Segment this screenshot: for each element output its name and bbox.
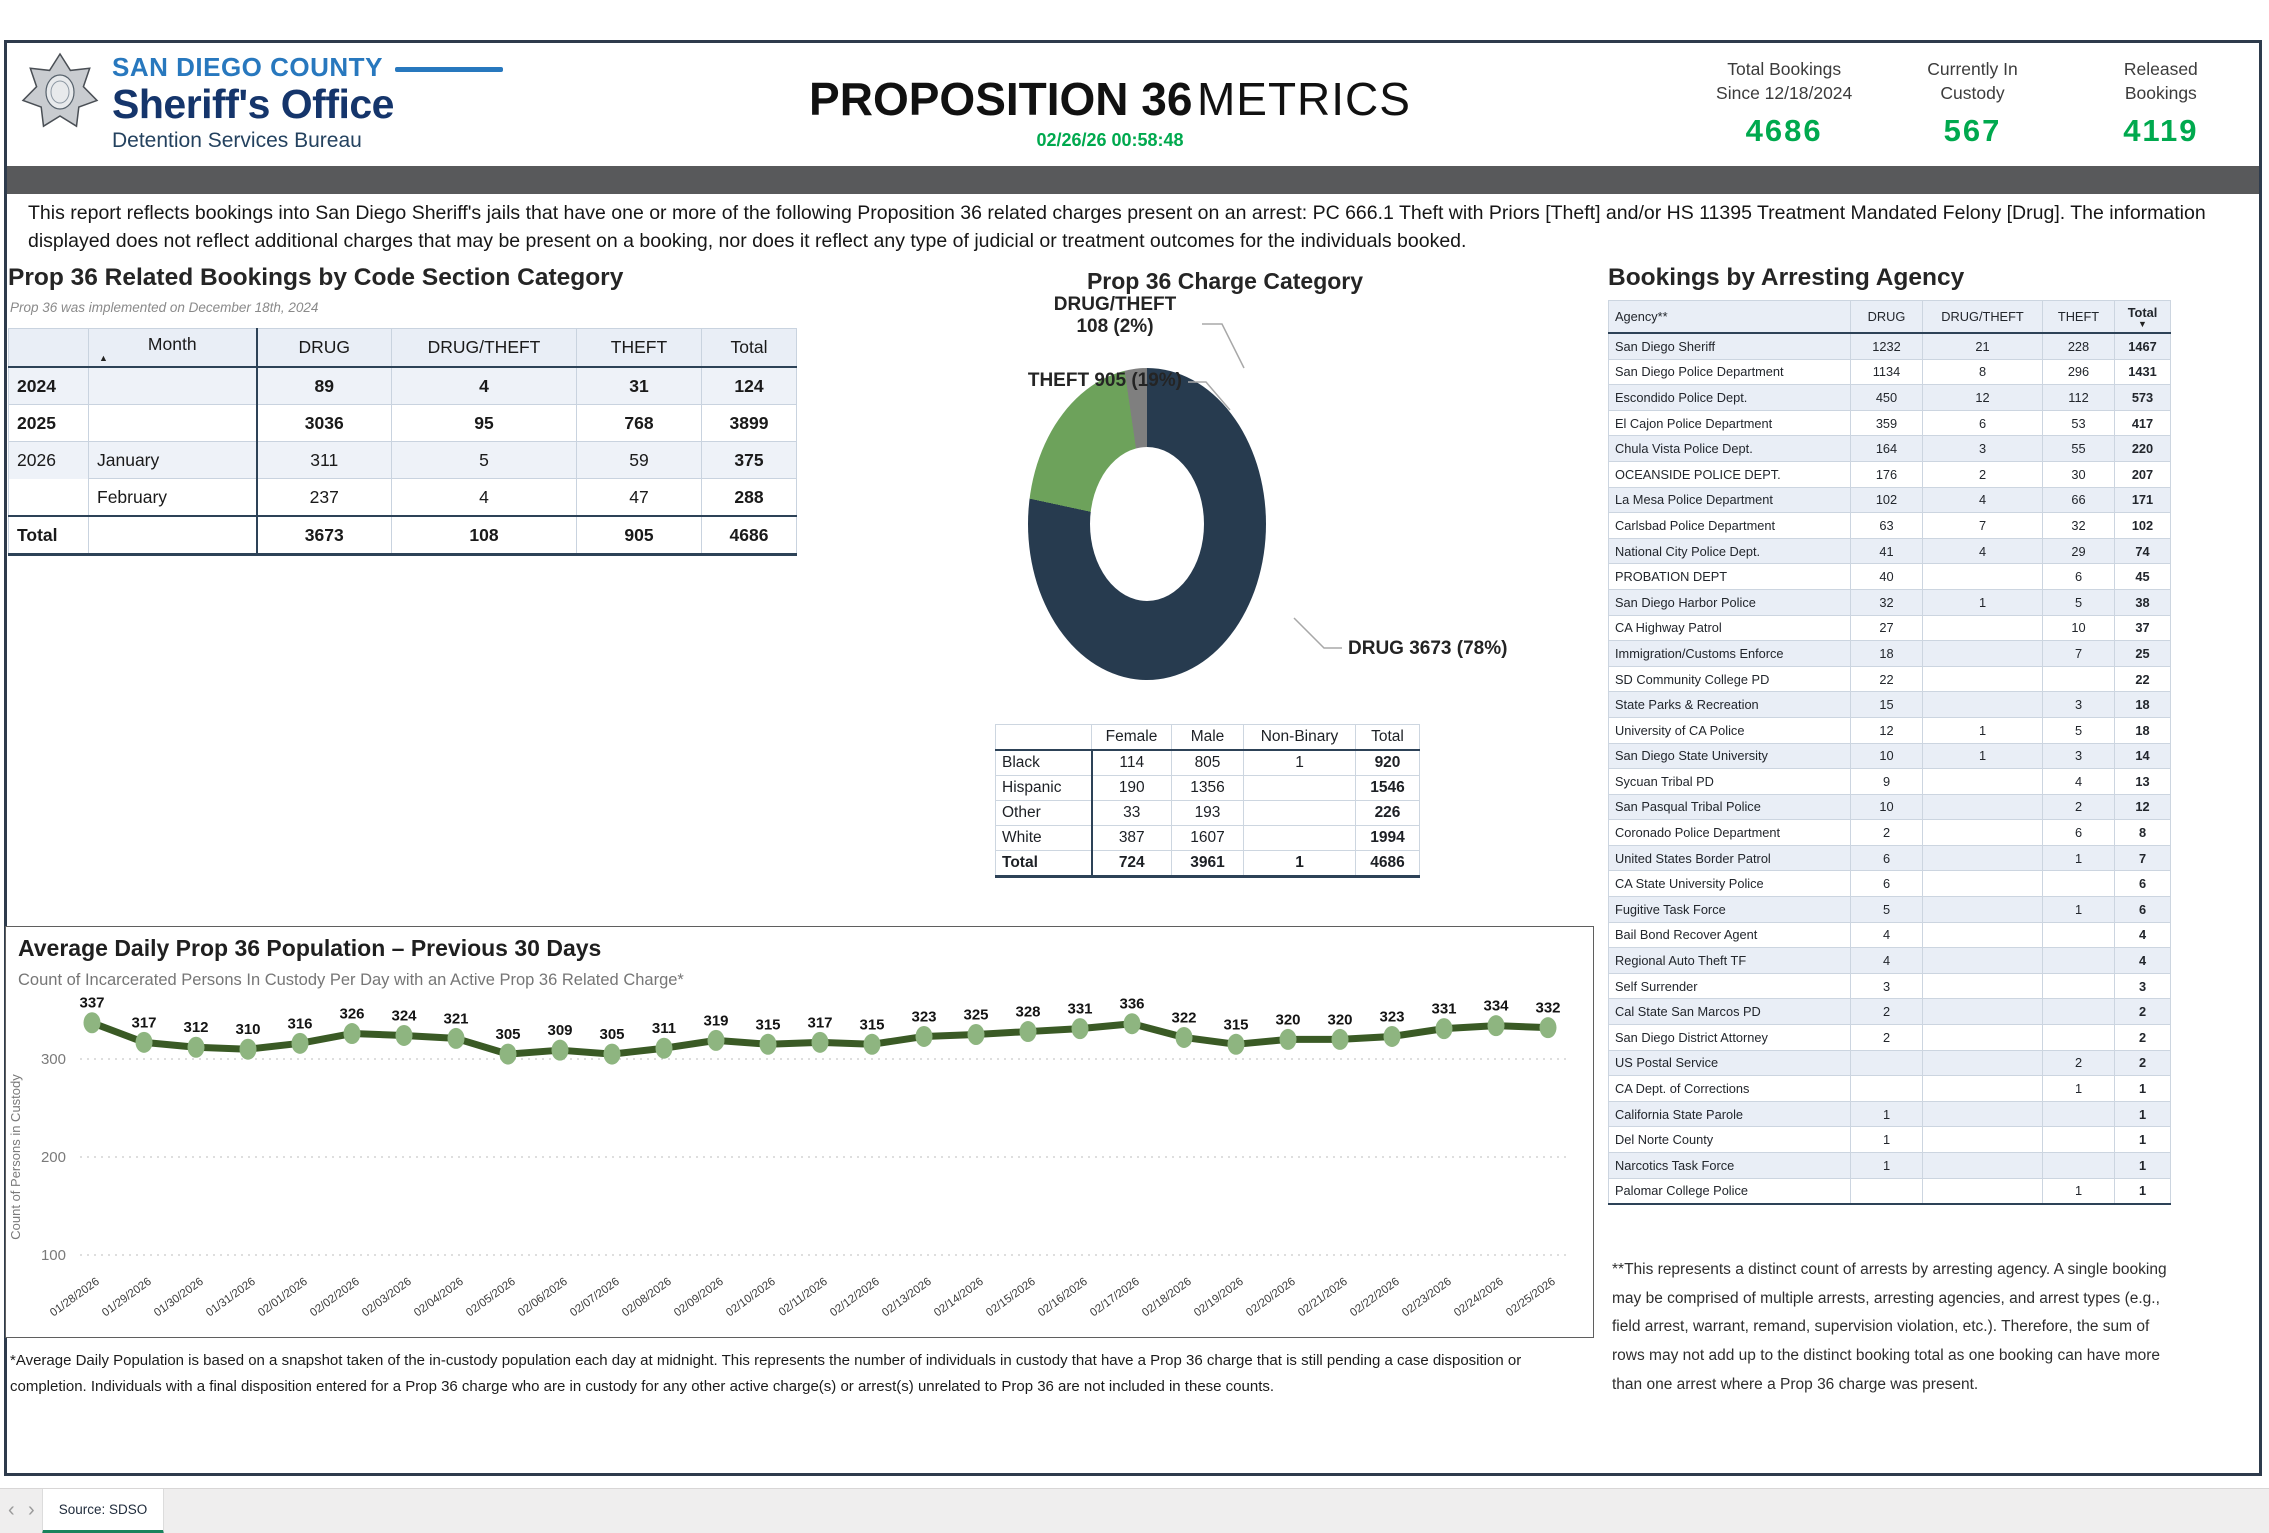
table-row: PROBATION DEPT 40 6 45 <box>1609 564 2171 590</box>
svg-text:02/15/2026: 02/15/2026 <box>984 1275 1038 1320</box>
svg-text:02/19/2026: 02/19/2026 <box>1192 1275 1246 1320</box>
table-row: California State Parole 1 1 <box>1609 1101 2171 1127</box>
agency-name-cell: United States Border Patrol <box>1609 845 1851 871</box>
demo-col-female[interactable]: Female <box>1092 725 1172 751</box>
svg-text:332: 332 <box>1535 999 1561 1017</box>
bookings-col-year <box>9 329 89 368</box>
sort-desc-icon: ▼ <box>2138 319 2147 329</box>
svg-text:02/17/2026: 02/17/2026 <box>1088 1275 1142 1320</box>
stat-released-value: 4119 <box>2123 113 2199 149</box>
agency-col-theft[interactable]: THEFT <box>2043 301 2115 334</box>
table-row: San Pasqual Tribal Police 10 2 12 <box>1609 794 2171 820</box>
svg-text:310: 310 <box>235 1021 261 1039</box>
bookings-section-title: Prop 36 Related Bookings by Code Section Category <box>8 264 624 291</box>
agency-name-cell: National City Police Dept. <box>1609 538 1851 564</box>
stat-released: Released Bookings 4119 <box>2067 58 2255 149</box>
table-row: Sycuan Tribal PD 9 4 13 <box>1609 769 2171 795</box>
table-row-total: Total 3673 108 905 4686 <box>9 516 797 555</box>
report-title <box>640 72 1580 151</box>
svg-text:02/08/2026: 02/08/2026 <box>620 1275 674 1320</box>
table-row: White 387 1607 1994 <box>996 826 1420 851</box>
table-row: San Diego State University 10 1 3 14 <box>1609 743 2171 769</box>
svg-text:01/31/2026: 01/31/2026 <box>204 1275 258 1320</box>
svg-text:02/07/2026: 02/07/2026 <box>568 1275 622 1320</box>
table-row: Chula Vista Police Dept. 164 3 55 220 <box>1609 436 2171 462</box>
table-row: San Diego Police Department 1134 8 296 1431 <box>1609 359 2171 385</box>
agency-name-cell: California State Parole <box>1609 1101 1851 1127</box>
report-description: This report reflects bookings into San Diego Sheriff's jails that have one or more of the following Proposition 36 related charges present on an arrest: PC 666.1 Theft with Priors [Theft] and/or HS 11395 Treatment Mandated Felony [Drug]. The information displayed does not reflect additional charges that may be present on a booking, nor does it reflect any type of judicial or treatment outcomes for the individuals booked. <box>28 202 2206 252</box>
agency-name-cell: San Diego Harbor Police <box>1609 589 1851 615</box>
agency-table <box>1608 300 2171 1205</box>
agency-name-cell: Chula Vista Police Dept. <box>1609 436 1851 462</box>
agency-name-cell: San Diego Police Department <box>1609 359 1851 385</box>
callout-theft: THEFT 905 (19%) <box>1027 370 1182 391</box>
brand-bureau: Detention Services Bureau <box>112 129 362 153</box>
agency-name-cell: Self Surrender <box>1609 973 1851 999</box>
svg-text:331: 331 <box>1067 1000 1093 1018</box>
table-row: Immigration/Customs Enforce 18 7 25 <box>1609 641 2171 667</box>
svg-text:334: 334 <box>1483 997 1509 1015</box>
table-row: El Cajon Police Department 359 6 53 417 <box>1609 410 2171 436</box>
agency-section-title: Bookings by Arresting Agency <box>1608 264 1965 291</box>
svg-text:317: 317 <box>807 1014 833 1032</box>
agency-name-cell: Narcotics Task Force <box>1609 1153 1851 1179</box>
report-datetime: 02/26/26 00:58:48 <box>1036 130 1184 150</box>
table-row: CA Dept. of Corrections 1 1 <box>1609 1076 2171 1102</box>
table-row: University of CA Police 12 1 5 18 <box>1609 717 2171 743</box>
svg-text:331: 331 <box>1431 1000 1457 1018</box>
agency-name-cell: CA State University Police <box>1609 871 1851 897</box>
svg-text:01/28/2026: 01/28/2026 <box>48 1275 102 1320</box>
bookings-col-drugtheft[interactable]: DRUG/THEFT <box>392 329 577 368</box>
footnote-daily-population: *Average Daily Population is based on a snapshot taken of the in-custody population each day at midnight. This represents the number of individuals in custody that have a Prop 36 charge that is still pending a case disposition or completion. Individuals with a final disposition entered for a Prop 36 charge who are in custody for any other active charge(s) or arrest(s) unrelated to Prop 36 are not included in these counts. <box>10 1352 1522 1396</box>
svg-text:Count of Persons in Custody: Count of Persons in Custody <box>8 1074 23 1240</box>
table-row: 2025 3036 95 768 3899 <box>9 405 797 442</box>
stat-in-custody: Currently In Custody 567 <box>1878 58 2066 149</box>
header-stats <box>1690 58 2255 149</box>
table-row: Other 33 193 226 <box>996 801 1420 826</box>
agency-name-cell: State Parks & Recreation <box>1609 692 1851 718</box>
svg-text:326: 326 <box>339 1005 365 1023</box>
sheriff-badge-icon <box>20 50 100 139</box>
svg-text:02/24/2026: 02/24/2026 <box>1452 1275 1506 1320</box>
prev-page-arrow[interactable]: ‹ <box>8 1499 15 1521</box>
svg-text:02/09/2026: 02/09/2026 <box>672 1275 726 1320</box>
svg-text:322: 322 <box>1171 1009 1197 1027</box>
svg-text:01/29/2026: 01/29/2026 <box>100 1275 154 1320</box>
footnote-arresting-agency: **This represents a distinct count of arrests by arresting agency. A single booking may be comprised of multiple arrests, arresting agencies, and arrest types (e.g., field arrest, warrant, remand, supervision violation, etc.). Therefore, the sum of rows may not add up to the distinct booking total as one booking can have more than one arrest where a Prop 36 charge was present. <box>1612 1261 2167 1393</box>
agency-name-cell: Palomar College Police <box>1609 1178 1851 1204</box>
brand-office: Sheriff's Office <box>112 81 394 127</box>
agency-name-cell: Carlsbad Police Department <box>1609 513 1851 539</box>
bookings-col-theft[interactable]: THEFT <box>577 329 702 368</box>
table-row-total: Total 724 3961 1 4686 <box>996 851 1420 877</box>
svg-text:02/18/2026: 02/18/2026 <box>1140 1275 1194 1320</box>
agency-col-drug[interactable]: DRUG <box>1851 301 1923 334</box>
agency-name-cell: SD Community College PD <box>1609 666 1851 692</box>
svg-text:02/01/2026: 02/01/2026 <box>256 1275 310 1320</box>
svg-text:320: 320 <box>1327 1011 1353 1029</box>
svg-text:02/23/2026: 02/23/2026 <box>1400 1275 1454 1320</box>
donut-chart-panel <box>880 268 1570 713</box>
callout-drugtheft: DRUG/THEFT 108 (2%) <box>1053 294 1177 337</box>
table-row: United States Border Patrol 6 1 7 <box>1609 845 2171 871</box>
table-row: Cal State San Marcos PD 2 2 <box>1609 999 2171 1025</box>
agency-name-cell: Fugitive Task Force <box>1609 897 1851 923</box>
daily-population-panel <box>5 926 1594 1338</box>
tab-source-sdso[interactable]: Source: SDSO <box>42 1489 164 1533</box>
table-row: 2026 January 311 5 59 375 <box>9 442 797 479</box>
svg-text:315: 315 <box>859 1016 885 1034</box>
svg-text:02/25/2026: 02/25/2026 <box>1504 1275 1558 1320</box>
agency-name-cell: Immigration/Customs Enforce <box>1609 641 1851 667</box>
line-chart-subtitle: Count of Incarcerated Persons In Custody Per Day with an Active Prop 36 Related Charge* <box>18 971 684 989</box>
svg-text:02/12/2026: 02/12/2026 <box>828 1275 882 1320</box>
table-row: San Diego Harbor Police 32 1 5 38 <box>1609 589 2171 615</box>
table-row: Black 114 805 1 920 <box>996 750 1420 776</box>
svg-text:02/21/2026: 02/21/2026 <box>1296 1275 1350 1320</box>
title-bold: PROPOSITION 36 <box>809 73 1193 125</box>
table-row: Narcotics Task Force 1 1 <box>1609 1153 2171 1179</box>
table-row: Coronado Police Department 2 6 8 <box>1609 820 2171 846</box>
svg-text:323: 323 <box>911 1008 937 1026</box>
svg-text:317: 317 <box>131 1014 157 1032</box>
svg-text:305: 305 <box>599 1026 625 1044</box>
demo-col-male[interactable]: Male <box>1172 725 1244 751</box>
svg-text:323: 323 <box>1379 1008 1405 1026</box>
svg-text:02/11/2026: 02/11/2026 <box>776 1275 830 1319</box>
agency-name-cell: San Diego State University <box>1609 743 1851 769</box>
table-row: CA Highway Patrol 27 10 37 <box>1609 615 2171 641</box>
callout-drug: DRUG 3673 (78%) <box>1348 638 1508 659</box>
svg-text:325: 325 <box>963 1006 989 1024</box>
brand-dash <box>395 67 503 72</box>
svg-text:328: 328 <box>1015 1003 1041 1021</box>
agency-name-cell: San Diego Sheriff <box>1609 333 1851 359</box>
stat-in-custody-value: 567 <box>1943 113 2002 149</box>
agency-name-cell: CA Dept. of Corrections <box>1609 1076 1851 1102</box>
demo-col-blank <box>996 725 1092 751</box>
agency-name-cell: University of CA Police <box>1609 717 1851 743</box>
table-row: San Diego District Attorney 2 2 <box>1609 1025 2171 1051</box>
table-row: State Parks & Recreation 15 3 18 <box>1609 692 2171 718</box>
table-row: Del Norte County 1 1 <box>1609 1127 2171 1153</box>
svg-text:309: 309 <box>547 1022 573 1040</box>
svg-text:321: 321 <box>443 1010 469 1028</box>
agency-col-total[interactable]: Total ▼ <box>2115 301 2171 334</box>
svg-text:200: 200 <box>40 1149 66 1166</box>
table-row: Palomar College Police 1 1 <box>1609 1178 2171 1204</box>
svg-text:02/05/2026: 02/05/2026 <box>464 1275 518 1320</box>
svg-text:02/13/2026: 02/13/2026 <box>880 1275 934 1320</box>
sort-asc-icon: ▲ <box>99 353 108 363</box>
svg-text:305: 305 <box>495 1026 521 1044</box>
agency-name-cell: El Cajon Police Department <box>1609 410 1851 436</box>
svg-text:02/20/2026: 02/20/2026 <box>1244 1275 1298 1320</box>
svg-text:02/16/2026: 02/16/2026 <box>1036 1275 1090 1320</box>
agency-name-cell: OCEANSIDE POLICE DEPT. <box>1609 461 1851 487</box>
bookings-col-drug[interactable]: DRUG <box>257 329 392 368</box>
table-row: US Postal Service 2 2 <box>1609 1050 2171 1076</box>
brand-county: SAN DIEGO COUNTY <box>112 52 503 83</box>
donut-chart-title: Prop 36 Charge Category <box>1086 268 1364 294</box>
next-page-arrow[interactable]: › <box>28 1499 35 1521</box>
demo-col-nonbinary[interactable]: Non-Binary <box>1244 725 1356 751</box>
svg-text:02/10/2026: 02/10/2026 <box>724 1275 778 1320</box>
table-row: La Mesa Police Department 102 4 66 171 <box>1609 487 2171 513</box>
svg-text:324: 324 <box>391 1007 417 1025</box>
svg-text:311: 311 <box>651 1020 677 1038</box>
svg-text:319: 319 <box>703 1012 729 1030</box>
agency-name-cell: Bail Bond Recover Agent <box>1609 922 1851 948</box>
brand-block <box>112 52 503 153</box>
svg-text:320: 320 <box>1275 1011 1301 1029</box>
bookings-section-subtitle: Prop 36 was implemented on December 18th, 2024 <box>10 300 319 315</box>
svg-text:01/30/2026: 01/30/2026 <box>152 1275 206 1320</box>
bookings-col-month[interactable]: Month ▲ <box>89 329 257 368</box>
table-row: Self Surrender 3 3 <box>1609 973 2171 999</box>
line-chart[interactable] <box>6 981 1591 1333</box>
svg-text:02/03/2026: 02/03/2026 <box>360 1275 414 1320</box>
svg-text:336: 336 <box>1119 995 1145 1013</box>
svg-text:02/02/2026: 02/02/2026 <box>308 1275 362 1320</box>
svg-text:02/14/2026: 02/14/2026 <box>932 1275 986 1320</box>
svg-text:315: 315 <box>755 1016 781 1034</box>
agency-name-cell: Regional Auto Theft TF <box>1609 948 1851 974</box>
agency-name-cell: La Mesa Police Department <box>1609 487 1851 513</box>
table-row: San Diego Sheriff 1232 21 228 1467 <box>1609 333 2171 359</box>
agency-col-agency[interactable]: Agency** <box>1609 301 1851 334</box>
table-row: 2024 89 4 31 124 <box>9 367 797 405</box>
table-row: SD Community College PD 22 22 <box>1609 666 2171 692</box>
table-row: Fugitive Task Force 5 1 6 <box>1609 897 2171 923</box>
line-chart-title: Average Daily Prop 36 Population – Previous 30 Days <box>18 935 602 961</box>
svg-text:02/04/2026: 02/04/2026 <box>412 1275 466 1320</box>
page-tab-bar <box>0 1488 2269 1533</box>
table-row: Hispanic 190 1356 1546 <box>996 776 1420 801</box>
table-row: National City Police Dept. 41 4 29 74 <box>1609 538 2171 564</box>
stat-total-bookings: Total Bookings Since 12/18/2024 4686 <box>1690 58 1878 149</box>
agency-name-cell: CA Highway Patrol <box>1609 615 1851 641</box>
svg-text:02/22/2026: 02/22/2026 <box>1348 1275 1402 1320</box>
agency-name-cell: US Postal Service <box>1609 1050 1851 1076</box>
svg-text:02/06/2026: 02/06/2026 <box>516 1275 570 1320</box>
agency-name-cell: Del Norte County <box>1609 1127 1851 1153</box>
table-row: Escondido Police Dept. 450 12 112 573 <box>1609 385 2171 411</box>
table-row: February 237 4 47 288 <box>9 479 797 517</box>
agency-name-cell: San Pasqual Tribal Police <box>1609 794 1851 820</box>
divider-band <box>7 166 2259 194</box>
agency-name-cell: Coronado Police Department <box>1609 820 1851 846</box>
svg-text:100: 100 <box>40 1247 66 1264</box>
svg-text:315: 315 <box>1223 1016 1249 1034</box>
svg-text:312: 312 <box>183 1019 209 1037</box>
agency-name-cell: Sycuan Tribal PD <box>1609 769 1851 795</box>
table-row: Bail Bond Recover Agent 4 4 <box>1609 922 2171 948</box>
table-row: CA State University Police 6 6 <box>1609 871 2171 897</box>
svg-text:300: 300 <box>40 1051 66 1068</box>
demographics-table <box>995 724 1420 878</box>
table-row: OCEANSIDE POLICE DEPT. 176 2 30 207 <box>1609 461 2171 487</box>
agency-name-cell: Cal State San Marcos PD <box>1609 999 1851 1025</box>
demo-col-total[interactable]: Total <box>1356 725 1420 751</box>
agency-name-cell: San Diego District Attorney <box>1609 1025 1851 1051</box>
agency-name-cell: Escondido Police Dept. <box>1609 385 1851 411</box>
table-row: Carlsbad Police Department 63 7 32 102 <box>1609 513 2171 539</box>
agency-name-cell: PROBATION DEPT <box>1609 564 1851 590</box>
bookings-table <box>8 328 797 556</box>
svg-text:316: 316 <box>287 1015 313 1033</box>
title-light: METRICS <box>1196 73 1411 125</box>
bookings-col-total[interactable]: Total <box>702 329 797 368</box>
agency-col-drugtheft[interactable]: DRUG/THEFT <box>1923 301 2043 334</box>
table-row: Regional Auto Theft TF 4 4 <box>1609 948 2171 974</box>
stat-total-bookings-value: 4686 <box>1745 113 1823 149</box>
svg-text:337: 337 <box>79 994 105 1012</box>
